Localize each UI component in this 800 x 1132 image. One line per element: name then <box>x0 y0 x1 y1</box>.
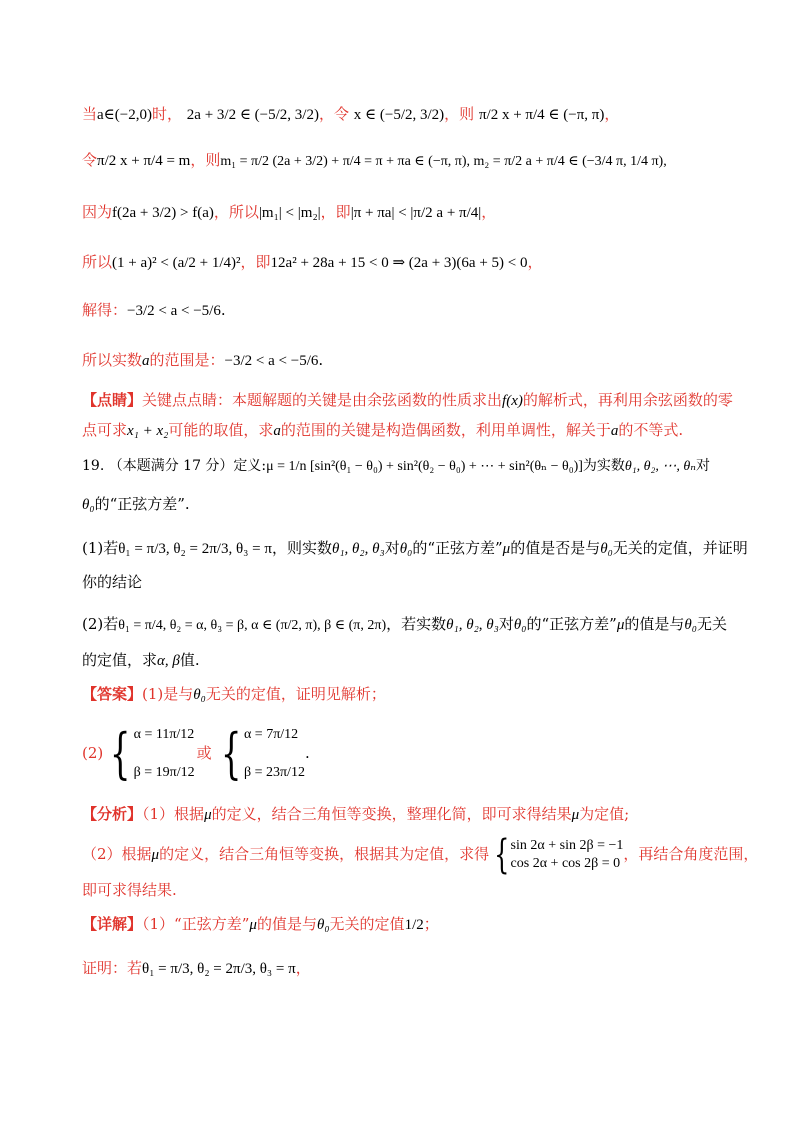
formula: μ <box>502 541 511 557</box>
text: 的定义，结合三角恒等变换，整理化简，即可求得结果 <box>211 805 572 823</box>
text: 的不等式. <box>618 421 684 439</box>
formula: 2a + 3/2 ∈ (−5/2, 3/2) <box>186 107 319 123</box>
question-number: 19. <box>82 458 105 474</box>
text: 无关的定值，证明见解析； <box>205 685 386 703</box>
formula: θ₀ <box>600 541 613 557</box>
text: 可能的取值，求 <box>168 421 274 439</box>
line-6 <box>82 350 323 371</box>
text: 的“正弦方差”. <box>94 495 190 513</box>
text: （本题满分 17 分）定义: <box>108 458 267 474</box>
text: ，即 <box>320 203 351 221</box>
formula: −3/2 < a < −5/6 <box>127 303 221 319</box>
fenxi-line-3 <box>82 880 177 900</box>
formula: α, β <box>157 653 180 669</box>
text: ，即 <box>240 253 271 271</box>
equation: α = 7π/12 <box>243 727 299 742</box>
answer-line-2 <box>82 716 310 785</box>
formula: m₁ = π/2 (2a + 3/2) + π/4 = π + πa ∈ (−π, π), m₂ = π/2 a + π/4 ∈ (−3/4 π, 1/4 π), <box>220 154 667 169</box>
equation-system-2 <box>244 716 305 792</box>
formula: (1 + a)² < (a/2 + 1/4)² <box>112 255 241 271</box>
formula: θ₁ = π/4, θ₂ = α, θ₃ = β, α ∈ (π/2, π), β ∈ (π, 2π) <box>118 618 387 633</box>
question-19-line-1 <box>82 456 710 477</box>
formula: |π + πa| < |π/2 a + π/4| <box>350 205 482 221</box>
left-brace: { <box>110 722 131 785</box>
text: ，则实数 <box>271 539 332 557</box>
text: ，所以 <box>213 203 259 221</box>
text: ，再结合角度范围， <box>623 845 759 863</box>
text: (2) <box>82 744 104 762</box>
formula: a∈(−2,0) <box>97 107 152 123</box>
text: (1)是与 <box>142 685 194 703</box>
equation: β = 19π/12 <box>133 765 195 780</box>
text: ， <box>527 253 543 271</box>
text: 的范围的关键是构造偶函数，利用单调性，解关于 <box>280 421 611 439</box>
formula: μ <box>151 847 160 863</box>
text: 无关的定值，并证明 <box>612 539 748 557</box>
question-19-line-2 <box>82 494 190 515</box>
text: 对 <box>384 539 400 557</box>
line-3 <box>82 202 496 223</box>
formula: f(2a + 3/2) > f(a) <box>112 205 214 221</box>
text: ， <box>604 105 620 123</box>
formula: θ₀ <box>684 617 697 633</box>
question-19-part-1 <box>82 538 748 559</box>
text: （1）“正弦方差” <box>142 915 250 933</box>
text: ； <box>423 915 439 933</box>
equation: cos 2α + cos 2β = 0 <box>510 856 621 871</box>
text: 令 <box>82 151 98 169</box>
text: 的范围是： <box>149 351 225 369</box>
text: 值. <box>179 651 200 669</box>
formula: μ <box>571 807 580 823</box>
line-4 <box>82 252 543 273</box>
formula: μ <box>204 807 212 823</box>
formula: π/2 x + π/4 = m <box>97 153 191 169</box>
text: . <box>318 351 324 369</box>
text: 关键点点睛：本题解题的关键是由余弦函数的性质求出 <box>142 391 503 409</box>
equation-system-1 <box>134 716 195 792</box>
text: 的“正弦方差” <box>412 539 503 557</box>
left-brace: { <box>494 832 510 878</box>
text: 为实数 <box>582 458 625 474</box>
text: ， <box>481 203 497 221</box>
text: 的值是与 <box>256 915 317 933</box>
dianjing-line-2 <box>82 420 683 441</box>
text: 的“正弦方差” <box>526 615 617 633</box>
left-brace: { <box>220 722 242 785</box>
text: ，则 <box>190 151 221 169</box>
text: ，则 <box>444 105 475 123</box>
question-19-part-2 <box>82 614 727 636</box>
text: 的定值，求 <box>82 651 158 669</box>
question-19-part-2-cont <box>82 650 200 671</box>
text: 所以实数 <box>82 351 143 369</box>
text: （2）根据 <box>82 845 152 863</box>
formula: x₁ + x₂ <box>127 423 169 439</box>
section-tag: 【详解】 <box>82 915 143 933</box>
text: 对 <box>695 458 710 474</box>
question-19-part-1-cont <box>82 572 142 592</box>
text: 时， <box>151 105 182 123</box>
formula: θ₀ <box>82 497 95 513</box>
formula: 12a² + 28a + 15 < 0 ⇒ (2a + 3)(6a + 5) < 0 <box>270 255 528 271</box>
text: 点可求 <box>82 421 128 439</box>
formula: θ₀ <box>316 917 330 933</box>
answer-line-1 <box>82 684 386 705</box>
text: 的值是否是与 <box>510 539 601 557</box>
text: 即可求得结果. <box>82 881 177 899</box>
formula: a <box>273 423 281 439</box>
text: 证明：若 <box>82 959 143 977</box>
line-2 <box>82 150 667 172</box>
text: 当 <box>82 105 98 123</box>
text: （1）根据 <box>142 805 205 823</box>
equation: sin 2α + sin 2β = −1 <box>510 838 624 853</box>
text: 所以 <box>82 253 113 271</box>
text: ， <box>295 959 311 977</box>
equation: α = 11π/12 <box>133 727 195 742</box>
text: (2)若 <box>82 615 119 633</box>
text: 为定值; <box>579 805 630 823</box>
formula: μ = 1/n [sin²(θ₁ − θ₀) + sin²(θ₂ − θ₀) + ⋯ + sin²(θₙ − θ₀)] <box>266 459 583 474</box>
text: 解得： <box>82 301 128 319</box>
section-tag: 【分析】 <box>82 805 143 823</box>
formula: μ <box>616 617 625 633</box>
formula: |m₁| < |m₂| <box>258 205 321 221</box>
formula: θ₀ <box>513 617 527 633</box>
formula: −3/2 < a < −5/6 <box>224 353 319 369</box>
formula: θ₁, θ₂, θ₃ <box>331 541 385 557</box>
formula: μ <box>249 917 257 933</box>
fenxi-line-1 <box>82 804 629 825</box>
text: 的值是与 <box>624 615 685 633</box>
formula: θ₁ = π/3, θ₂ = 2π/3, θ₃ = π <box>142 961 296 977</box>
text: (1)若 <box>82 539 119 557</box>
text: 或 <box>196 744 212 762</box>
formula: a <box>610 423 619 439</box>
formula: θ₀ <box>193 687 206 703</box>
section-tag: 【点睛】 <box>82 391 143 409</box>
formula: a <box>142 353 150 369</box>
text: . <box>304 744 310 762</box>
fenxi-line-2 <box>82 832 758 876</box>
equation-system <box>511 837 624 873</box>
text: ，令 <box>318 105 349 123</box>
xiangjie-line-1 <box>82 914 439 935</box>
formula: θ₁ = π/3, θ₂ = 2π/3, θ₃ = π <box>118 541 272 557</box>
formula: θ₀ <box>399 541 413 557</box>
section-tag: 【答案】 <box>82 685 143 703</box>
formula: 1/2 <box>404 917 424 933</box>
line-1 <box>82 104 619 125</box>
text: 因为 <box>82 203 113 221</box>
equation: β = 23π/12 <box>243 765 305 780</box>
text: 对 <box>498 615 514 633</box>
text: 无关的定值 <box>329 915 405 933</box>
formula: π/2 x + π/4 ∈ (−π, π) <box>478 107 605 123</box>
formula: θ₁, θ₂, ⋯, θₙ <box>624 459 696 474</box>
formula: f(x) <box>502 393 523 409</box>
text: 你的结论 <box>82 573 143 591</box>
dianjing-line-1 <box>82 390 733 411</box>
text: ，若实数 <box>386 615 447 633</box>
text: 无关 <box>696 615 727 633</box>
xiangjie-line-2 <box>82 958 311 979</box>
formula: x ∈ (−5/2, 3/2) <box>353 107 445 123</box>
text: 的定义，结合三角恒等变换，根据其为定值，求得 <box>159 845 490 863</box>
line-5 <box>82 300 226 321</box>
formula: θ₁, θ₂, θ₃ <box>446 617 499 633</box>
text: 的解析式，再利用余弦函数的零 <box>522 391 733 409</box>
text: . <box>220 301 226 319</box>
